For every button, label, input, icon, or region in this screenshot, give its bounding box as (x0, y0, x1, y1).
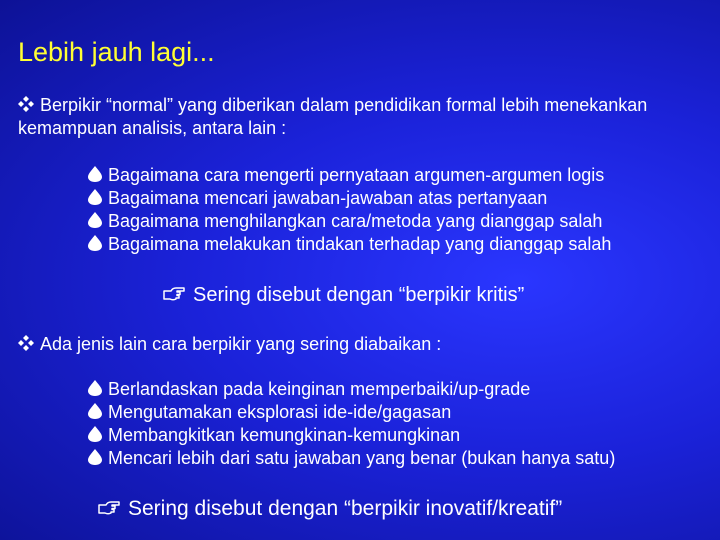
four-diamond-bullet-icon (18, 335, 34, 351)
section-1-note (163, 284, 524, 307)
list-item (88, 424, 615, 447)
page-title: Lebih jauh lagi... (18, 37, 215, 67)
teardrop-bullet-icon (88, 449, 102, 465)
list-item-text: Bagaimana menghilangkan cara/metoda yang dianggap salah (108, 211, 603, 231)
list-item-text: Bagaimana cara mengerti pernyataan argumen-argumen logis (108, 165, 605, 185)
teardrop-bullet-icon (88, 426, 102, 442)
list-item-text: Berlandaskan pada keinginan memperbaiki/up-grade (108, 379, 531, 399)
list-item (88, 164, 611, 187)
section-2-intro (18, 333, 708, 356)
list-item (88, 210, 611, 233)
list-item (88, 378, 615, 401)
list-item-text: Bagaimana mencari jawaban-jawaban atas pertanyaan (108, 188, 548, 208)
list-item (88, 447, 615, 470)
list-item (88, 187, 611, 210)
pointing-hand-icon (98, 501, 120, 515)
list-item-text: Membangkitkan kemungkinan-kemungkinan (108, 425, 461, 445)
list-item-text: Bagaimana melakukan tindakan terhadap yang dianggap salah (108, 234, 612, 254)
teardrop-bullet-icon (88, 235, 102, 251)
section-2-note (98, 497, 562, 521)
section-2-note-text: Sering disebut dengan “berpikir inovatif/kreatif” (128, 497, 563, 520)
list-item (88, 233, 611, 256)
teardrop-bullet-icon (88, 380, 102, 396)
section-2-intro-text: Ada jenis lain cara berpikir yang sering diabaikan : (40, 334, 442, 354)
section-1-intro (18, 94, 708, 140)
four-diamond-bullet-icon (18, 96, 34, 112)
section-1-list (88, 164, 611, 256)
section-1-note-text: Sering disebut dengan “berpikir kritis” (193, 284, 525, 306)
section-2-list (88, 378, 615, 470)
teardrop-bullet-icon (88, 403, 102, 419)
list-item (88, 401, 615, 424)
pointing-hand-icon (163, 287, 185, 301)
teardrop-bullet-icon (88, 189, 102, 205)
teardrop-bullet-icon (88, 212, 102, 228)
section-1-intro-text: Berpikir “normal” yang diberikan dalam pendidikan formal lebih menekankan kemampuan analisis, antara lain : (18, 95, 648, 138)
teardrop-bullet-icon (88, 166, 102, 182)
list-item-text: Mengutamakan eksplorasi ide-ide/gagasan (108, 402, 452, 422)
list-item-text: Mencari lebih dari satu jawaban yang benar (bukan hanya satu) (108, 448, 616, 468)
